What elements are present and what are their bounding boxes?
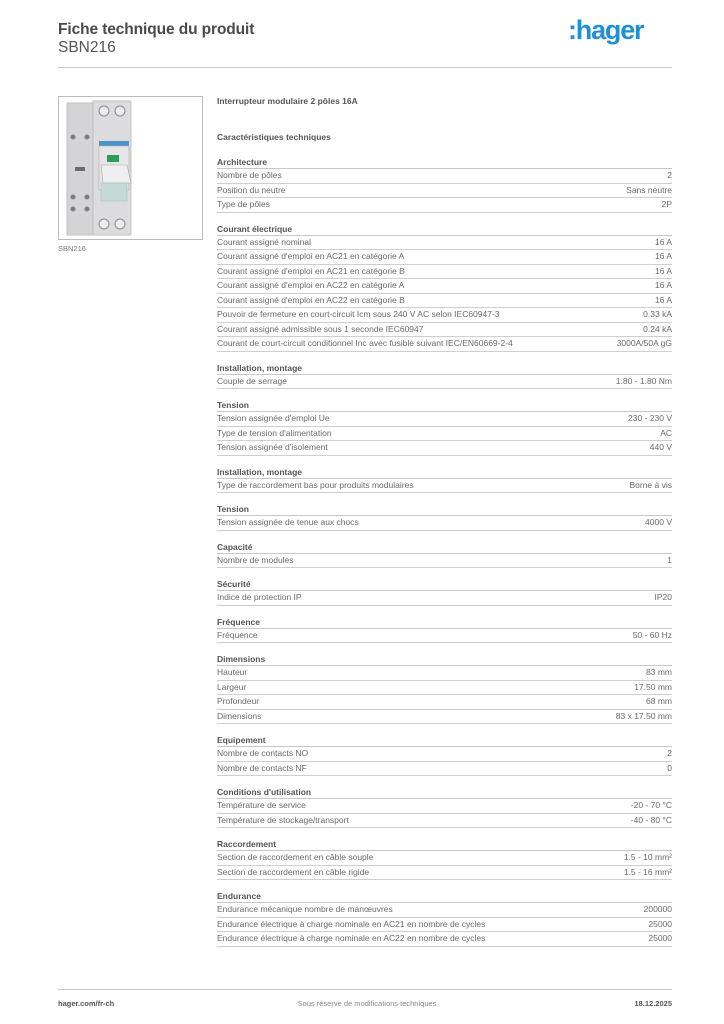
hager-logo: :hager <box>568 15 644 45</box>
spec-row <box>217 479 672 494</box>
spec-section <box>217 399 672 456</box>
spec-label: Section de raccordement en câble souple <box>217 852 374 862</box>
spec-section <box>217 223 672 352</box>
spec-value: 83 mm <box>646 667 672 677</box>
spec-section <box>217 616 672 644</box>
spec-row <box>217 337 672 352</box>
spec-row <box>217 799 672 814</box>
spec-value: 1 <box>667 554 672 565</box>
spec-label: Tension assignée d'isolement <box>217 442 328 452</box>
section-title: Dimensions <box>217 653 672 666</box>
spec-value: 4000 V <box>645 517 672 527</box>
spec-label: Endurance électrique à charge nominale en AC21 en nombre de cycles <box>217 918 486 929</box>
section-title: Fréquence <box>217 616 672 629</box>
footer-website[interactable]: hager.com/fr-ch <box>58 999 115 1008</box>
spec-heading: Caractéristiques techniques <box>217 132 331 142</box>
modular-switch-illustration-icon <box>59 97 202 239</box>
spec-label: Tension assignée de tenue aux chocs <box>217 517 359 527</box>
spec-value: 3000A/50A gG <box>616 338 672 348</box>
spec-value: AC <box>660 427 672 438</box>
spec-value: 200000 <box>643 904 672 914</box>
spec-row <box>217 866 672 881</box>
spec-label: Courant assigné admissible sous 1 seconde IEC60947 <box>217 323 424 334</box>
section-title: Installation, montage <box>217 362 672 375</box>
section-title: Endurance <box>217 890 672 903</box>
section-title: Sécurité <box>217 578 672 591</box>
spec-value: Borne à vis <box>629 479 672 490</box>
section-title: Installation, montage <box>217 466 672 479</box>
spec-label: Nombre de contacts NF <box>217 762 307 773</box>
spec-value: 17.50 mm <box>634 681 672 692</box>
product-description: Interrupteur modulaire 2 pôles 16A <box>217 96 358 106</box>
spec-row <box>217 747 672 762</box>
spec-row <box>217 762 672 777</box>
spec-value: 25000 <box>648 933 672 943</box>
header-divider <box>58 67 672 68</box>
spec-value: 1.80 - 1.80 Nm <box>615 375 672 386</box>
section-title: Equipement <box>217 734 672 747</box>
spec-section <box>217 838 672 880</box>
spec-section <box>217 578 672 606</box>
spec-value: 1.5 - 10 mm² <box>623 852 672 862</box>
spec-label: Position du neutre <box>217 184 286 195</box>
spec-label: Couple de serrage <box>217 375 287 386</box>
spec-content <box>217 96 672 947</box>
spec-row <box>217 169 672 184</box>
spec-value: -20 - 70 °C <box>630 800 672 810</box>
spec-section <box>217 466 672 494</box>
spec-row <box>217 903 672 918</box>
spec-label: Endurance mécanique nombre de manœuvres <box>217 904 393 914</box>
section-title: Courant électrique <box>217 223 672 236</box>
spec-label: Courant assigné d'emploi en AC21 en catégorie B <box>217 265 405 276</box>
spec-value: 0.33 kA <box>643 309 672 319</box>
spec-label: Hauteur <box>217 667 248 677</box>
document-title: Fiche technique du produit <box>58 21 255 38</box>
spec-label: Section de raccordement en câble rigide <box>217 866 370 877</box>
spec-label: Courant de court-circuit conditionnel Inc avec fusible suivant IEC/EN60669-2-4 <box>217 338 513 348</box>
spec-label: Tension assignée d'emploi Ue <box>217 413 330 423</box>
spec-value: -40 - 80 °C <box>630 814 672 825</box>
spec-value: IP20 <box>654 592 672 602</box>
spec-value: 83 x 17.50 mm <box>615 710 672 721</box>
spec-row <box>217 184 672 199</box>
spec-label: Dimensions <box>217 710 262 721</box>
footer-disclaimer: Sous réserve de modifications techniques <box>297 999 437 1008</box>
section-title: Raccordement <box>217 838 672 851</box>
section-title: Tension <box>217 503 672 516</box>
spec-label: Profondeur <box>217 696 260 706</box>
spec-row <box>217 236 672 251</box>
spec-row <box>217 198 672 213</box>
spec-value: 2 <box>667 170 672 180</box>
spec-label: Nombre de modules <box>217 554 294 565</box>
spec-value: 50 - 60 Hz <box>632 629 672 640</box>
spec-value: 25000 <box>648 918 672 929</box>
footer-divider <box>58 989 672 990</box>
spec-row <box>217 323 672 338</box>
spec-value: 230 - 230 V <box>628 413 672 423</box>
spec-row <box>217 851 672 866</box>
spec-row <box>217 427 672 442</box>
spec-label: Nombre de pôles <box>217 170 282 180</box>
spec-row <box>217 710 672 725</box>
section-title: Capacité <box>217 541 672 554</box>
spec-row <box>217 516 672 531</box>
product-code: SBN216 <box>58 39 116 56</box>
spec-row <box>217 629 672 644</box>
spec-row <box>217 681 672 696</box>
spec-row <box>217 814 672 829</box>
spec-section <box>217 541 672 569</box>
spec-row <box>217 932 672 947</box>
spec-value: 16 A <box>654 280 672 290</box>
spec-row <box>217 695 672 710</box>
spec-value: 68 mm <box>646 696 672 706</box>
spec-section <box>217 156 672 213</box>
spec-value: Sans neutre <box>626 184 672 195</box>
spec-row <box>217 279 672 294</box>
spec-value: 16 A <box>654 236 672 247</box>
spec-value: 2 <box>667 748 672 758</box>
section-title: Tension <box>217 399 672 412</box>
spec-label: Température de service <box>217 800 306 810</box>
spec-label: Courant assigné nominal <box>217 236 312 247</box>
spec-section <box>217 890 672 947</box>
spec-row <box>217 666 672 681</box>
spec-row <box>217 918 672 933</box>
spec-row <box>217 554 672 569</box>
spec-row <box>217 265 672 280</box>
spec-value: 2P <box>661 199 672 209</box>
spec-label: Température de stockage/transport <box>217 814 349 825</box>
spec-section <box>217 362 672 390</box>
spec-section <box>217 786 672 828</box>
spec-label: Courant assigné d'emploi en AC22 en catégorie B <box>217 294 405 305</box>
spec-label: Nombre de contacts NO <box>217 748 309 758</box>
spec-value: 440 V <box>649 442 672 452</box>
product-image-caption: SBN216 <box>58 244 86 253</box>
spec-row <box>217 412 672 427</box>
spec-label: Pouvoir de fermeture en court-circuit Icm sous 240 V AC selon IEC60947-3 <box>217 309 500 319</box>
spec-label: Courant assigné d'emploi en AC22 en catégorie A <box>217 280 405 290</box>
spec-section <box>217 653 672 724</box>
spec-label: Type de raccordement bas pour produits modulaires <box>217 479 414 490</box>
spec-label: Indice de protection IP <box>217 592 302 602</box>
spec-row <box>217 250 672 265</box>
spec-value: 0 <box>667 762 672 773</box>
spec-label: Type de pôles <box>217 199 270 209</box>
footer-date: 18.12.2025 <box>634 999 672 1008</box>
spec-value: 1.5 - 16 mm² <box>623 866 672 877</box>
spec-label: Endurance électrique à charge nominale en AC22 en nombre de cycles <box>217 933 486 943</box>
spec-label: Courant assigné d'emploi en AC21 en catégorie A <box>217 251 405 261</box>
spec-row <box>217 441 672 456</box>
spec-value: 16 A <box>654 294 672 305</box>
spec-section <box>217 734 672 776</box>
spec-section <box>217 503 672 531</box>
section-title: Conditions d'utilisation <box>217 786 672 799</box>
spec-sections <box>217 156 672 947</box>
section-title: Architecture <box>217 156 672 169</box>
spec-row <box>217 591 672 606</box>
spec-label: Type de tension d'alimentation <box>217 427 332 438</box>
spec-label: Fréquence <box>217 629 258 640</box>
spec-row <box>217 375 672 390</box>
spec-row <box>217 308 672 323</box>
spec-label: Largeur <box>217 681 247 692</box>
product-image <box>58 96 203 240</box>
spec-value: 16 A <box>654 251 672 261</box>
spec-value: 0.24 kA <box>643 323 672 334</box>
spec-row <box>217 294 672 309</box>
spec-value: 16 A <box>654 265 672 276</box>
